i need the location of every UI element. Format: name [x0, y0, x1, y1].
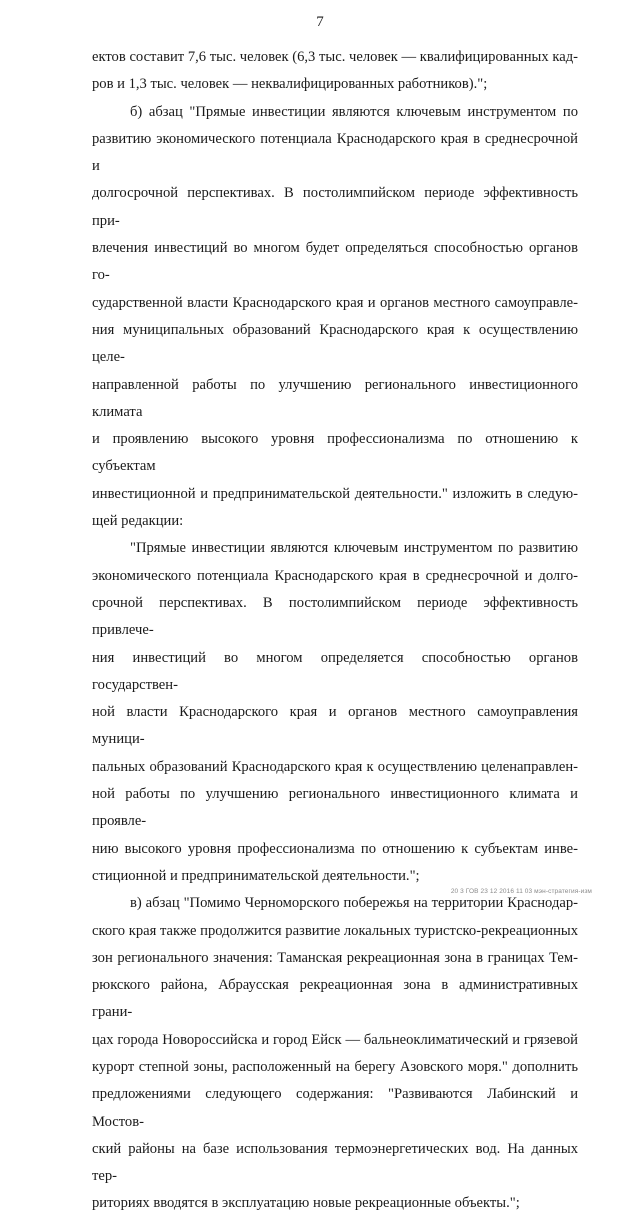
text-line: инвестиционной и предпринимательской деятельности." изложить в следую-: [92, 485, 578, 502]
text-line: экономического потенциала Краснодарского края в среднесрочной и долго-: [92, 567, 578, 584]
document-body: [92, 44, 578, 1218]
text-line: ского края также продолжится развитие локальных туристско-рекреационных: [92, 922, 578, 939]
text-line: направленной работы по улучшению регионального инвестиционного климата: [92, 376, 578, 420]
text-line: в) абзац "Помимо Черноморского побережья на территории Краснодар-: [130, 895, 578, 912]
text-line: ния муниципальных образований Краснодарского края к осуществлению целе-: [92, 321, 578, 366]
paragraph: [92, 44, 578, 99]
text-line: ной работы по улучшению регионального инвестиционного климата и проявле-: [92, 786, 578, 830]
paragraph: [92, 99, 578, 536]
text-line: курорт степной зоны, расположенный на берегу Азовского моря." дополнить: [92, 1058, 578, 1075]
text-line: риториях вводятся в эксплуатацию новые рекреационные объекты.";: [92, 1195, 520, 1212]
text-line: зон регионального значения: Таманская рекреационная зона в границах Тем-: [92, 949, 578, 966]
text-line: ский районы на базе использования термоэнергетических вод. На данных тер-: [92, 1140, 578, 1185]
text-line: развитию экономического потенциала Краснодарского края в среднесрочной и: [92, 130, 578, 175]
text-line: нию высокого уровня профессионализма по отношению к субъектам инве-: [92, 840, 578, 857]
paragraph: [92, 890, 578, 1218]
text-line: цах города Новороссийска и город Ейск — бальнеоклиматический и грязевой: [92, 1031, 578, 1048]
text-line: срочной перспективах. В постолимпийском периоде эффективность привлече-: [92, 594, 578, 639]
paragraph: [92, 535, 578, 890]
text-line: ной власти Краснодарского края и органов местного самоуправления муници-: [92, 704, 578, 748]
text-line: стиционной и предпринимательской деятельности.";: [92, 867, 420, 884]
text-line: ров и 1,3 тыс. человек — неквалифицированных работников).";: [92, 76, 488, 93]
text-line: щей редакции:: [92, 513, 184, 530]
text-line: рюкского района, Абраусская рекреационная зона в административных грани-: [92, 977, 578, 1021]
text-line: пальных образований Краснодарского края к осуществлению целенаправлен-: [92, 758, 578, 775]
text-line: влечения инвестиций во многом будет определяться способностью органов го-: [92, 240, 578, 284]
footer-stamp: 20 3 ГОВ 23 12 2016 11 03 мэн-стратегия-изм: [450, 888, 592, 895]
text-line: ектов составит 7,6 тыс. человек (6,3 тыс. человек — квалифицированных кад-: [92, 49, 578, 65]
text-line: предложениями следующего содержания: "Развиваются Лабинский и Мостов-: [92, 1086, 578, 1130]
text-line: "Прямые инвестиции являются ключевым инструментом по развитию: [130, 540, 578, 557]
text-line: б) абзац "Прямые инвестиции являются ключевым инструментом по: [130, 103, 578, 120]
text-line: долгосрочной перспективах. В постолимпийском периоде эффективность при-: [92, 185, 578, 229]
text-line: сударственной власти Краснодарского края и органов местного самоуправле-: [92, 294, 578, 311]
text-line: ния инвестиций во многом определяется способностью органов государствен-: [92, 649, 578, 693]
text-line: и проявлению высокого уровня профессионализма по отношению к субъектам: [92, 431, 578, 475]
page-number: 7: [316, 14, 324, 30]
